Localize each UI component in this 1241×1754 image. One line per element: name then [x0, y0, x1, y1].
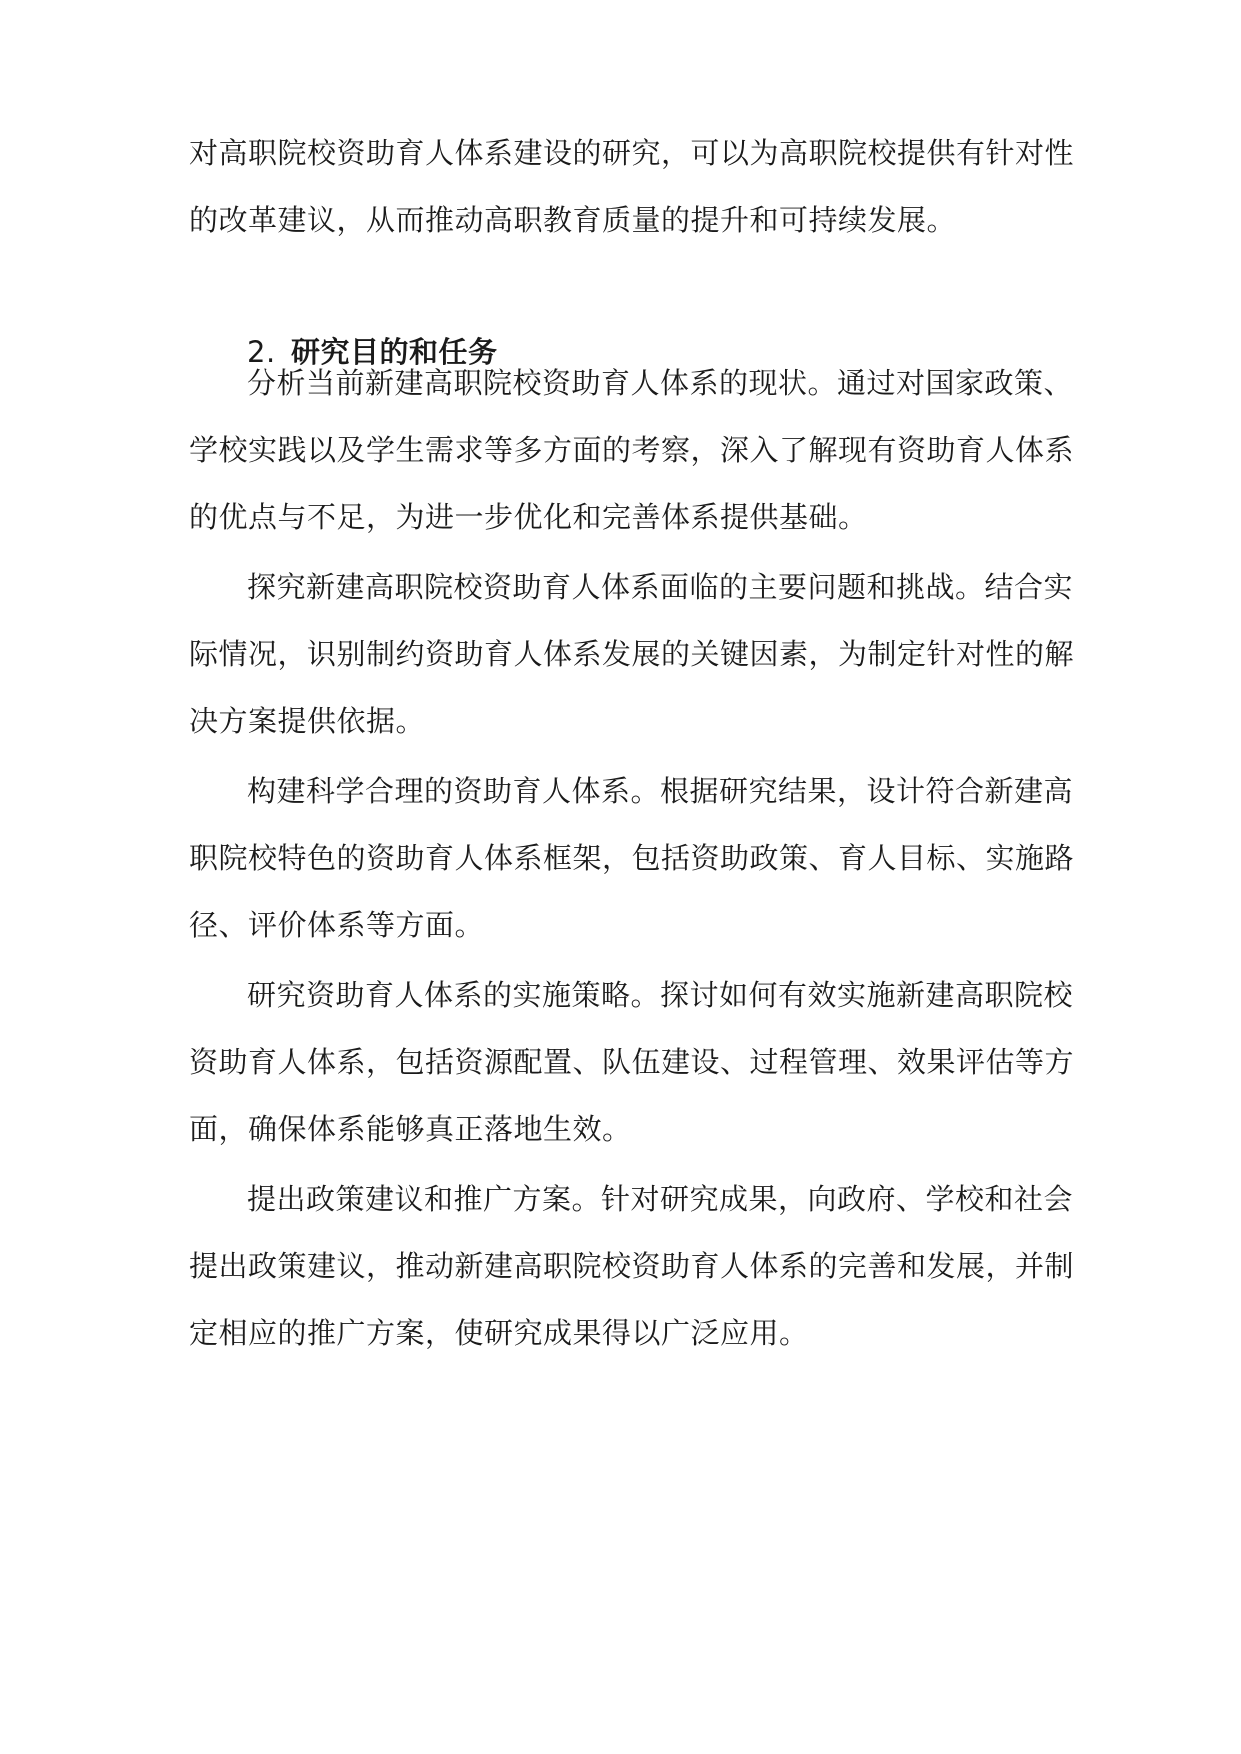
paragraph-4-line-1: 研究资助育人体系的实施策略。探讨如何有效实施新建高职院校 [247, 978, 1074, 1012]
paragraph-5-line-3: 定相应的推广方案，使研究成果得以广泛应用。 [189, 1316, 809, 1350]
paragraph-3-line-3: 径、评价体系等方面。 [189, 908, 485, 942]
paragraph-2-line-2: 际情况，识别制约资助育人体系发展的关键因素，为制定针对性的解 [189, 637, 1075, 671]
paragraph-1-line-1: 分析当前新建高职院校资助育人体系的现状。通过对国家政策、 [247, 366, 1074, 400]
paragraph-3-line-2: 职院校特色的资助育人体系框架，包括资助政策、育人目标、实施路 [189, 841, 1075, 875]
paragraph-1-line-2: 学校实践以及学生需求等多方面的考察，深入了解现有资助育人体系 [189, 433, 1075, 467]
paragraph-2-line-1: 探究新建高职院校资助育人体系面临的主要问题和挑战。结合实 [247, 570, 1074, 604]
section-title: 研究目的和任务 [291, 335, 498, 369]
intro-line-1: 对高职院校资助育人体系建设的研究，可以为高职院校提供有针对性 [189, 136, 1075, 170]
paragraph-5-line-2: 提出政策建议，推动新建高职院校资助育人体系的完善和发展，并制 [189, 1249, 1075, 1283]
paragraph-4-line-3: 面，确保体系能够真正落地生效。 [189, 1112, 632, 1146]
paragraph-5-line-1: 提出政策建议和推广方案。针对研究成果，向政府、学校和社会 [247, 1182, 1074, 1216]
paragraph-2-line-3: 决方案提供依据。 [189, 704, 426, 738]
paragraph-4-line-2: 资助育人体系，包括资源配置、队伍建设、过程管理、效果评估等方 [189, 1045, 1075, 1079]
section-number: 2. [247, 335, 276, 369]
intro-line-2: 的改革建议，从而推动高职教育质量的提升和可持续发展。 [189, 203, 957, 237]
paragraph-1-line-3: 的优点与不足，为进一步优化和完善体系提供基础。 [189, 500, 868, 534]
paragraph-3-line-1: 构建科学合理的资助育人体系。根据研究结果，设计符合新建高 [247, 774, 1074, 808]
